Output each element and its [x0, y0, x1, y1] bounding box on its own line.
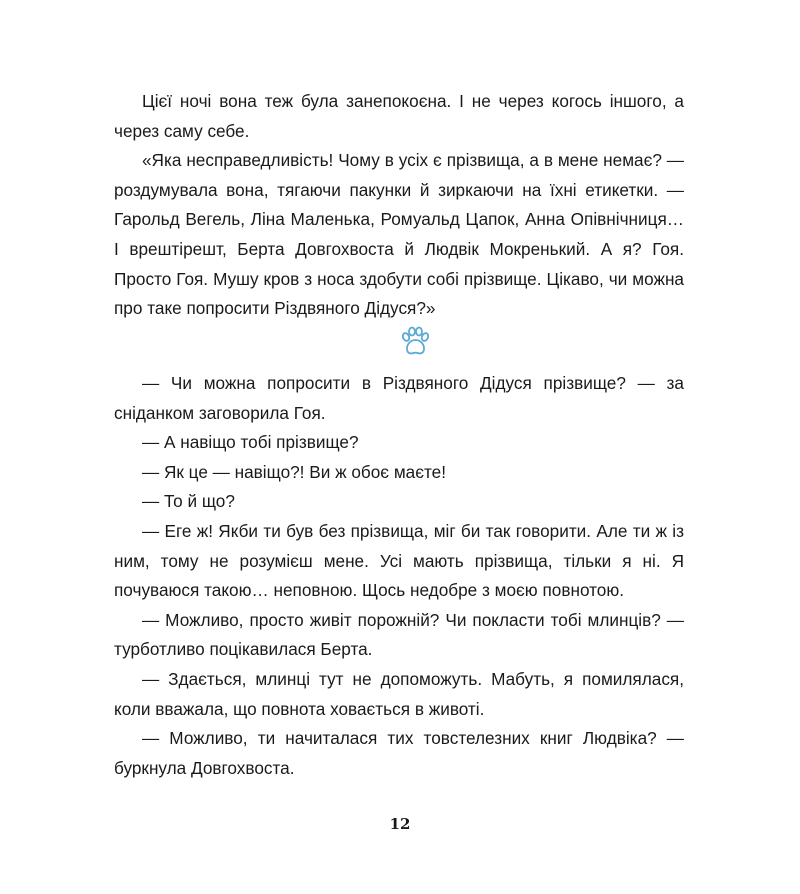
dialogue-line: — Можливо, просто живіт порожній? Чи покласти тобі млинців? — турботливо поцікавилася Берта. [114, 609, 684, 660]
dialogue-line: — Чи можна попросити в Різдвяного Дідуся прізвище? — за сніданком заговорила Гоя. [114, 373, 684, 423]
paragraph: Цієї ночі вона теж була занепокоєна. І не через когось іншого, а через саму себе. [114, 91, 684, 141]
paw-print-icon [398, 325, 432, 359]
dialogue-line: — Еге ж! Якби ти був без прізвища, міг би так говорити. Але ти ж із ним, тому не розумієш мене. Усі мають прізвища, тільки я ні. Я почуваюся такою… неповною. Щось недобре з моєю повнотою. [114, 520, 684, 601]
dialogue-line: — То й що? [142, 491, 235, 512]
page-number: 12 [389, 815, 411, 833]
dialogue-line: — Можливо, ти начиталася тих товстелезних книг Людвіка? — буркнула Довгохвоста. [114, 728, 684, 778]
section-before-ornament [114, 87, 684, 324]
section-after-ornament [114, 369, 684, 783]
dialogue-line: — Як це — навіщо?! Ви ж обоє маєте! [142, 461, 447, 482]
dialogue-line: — Здається, млинці тут не допоможуть. Мабуть, я помилялася, коли вважала, що повнота ховається в животі. [114, 668, 684, 719]
dialogue-line: — А навіщо тобі прізвище? [142, 432, 359, 453]
paragraph: «Яка несправедливість! Чому в усіх є прізвища, а в мене немає? — роздумувала вона, тягаючи пакунки й зиркаючи на їхні етикетки. — Гарольд Вегель, Ліна Маленька, Ромуальд Цапок, Анна Опівнічниця… І врештірешт, Берта Довгохвоста й Людвік Мокренький. А я? Гоя. Просто Гоя. Мушу кров з носа здобути собі прізвище. Цікаво, чи можна про таке попросити Різдвяного Дідуся?» [114, 150, 684, 319]
